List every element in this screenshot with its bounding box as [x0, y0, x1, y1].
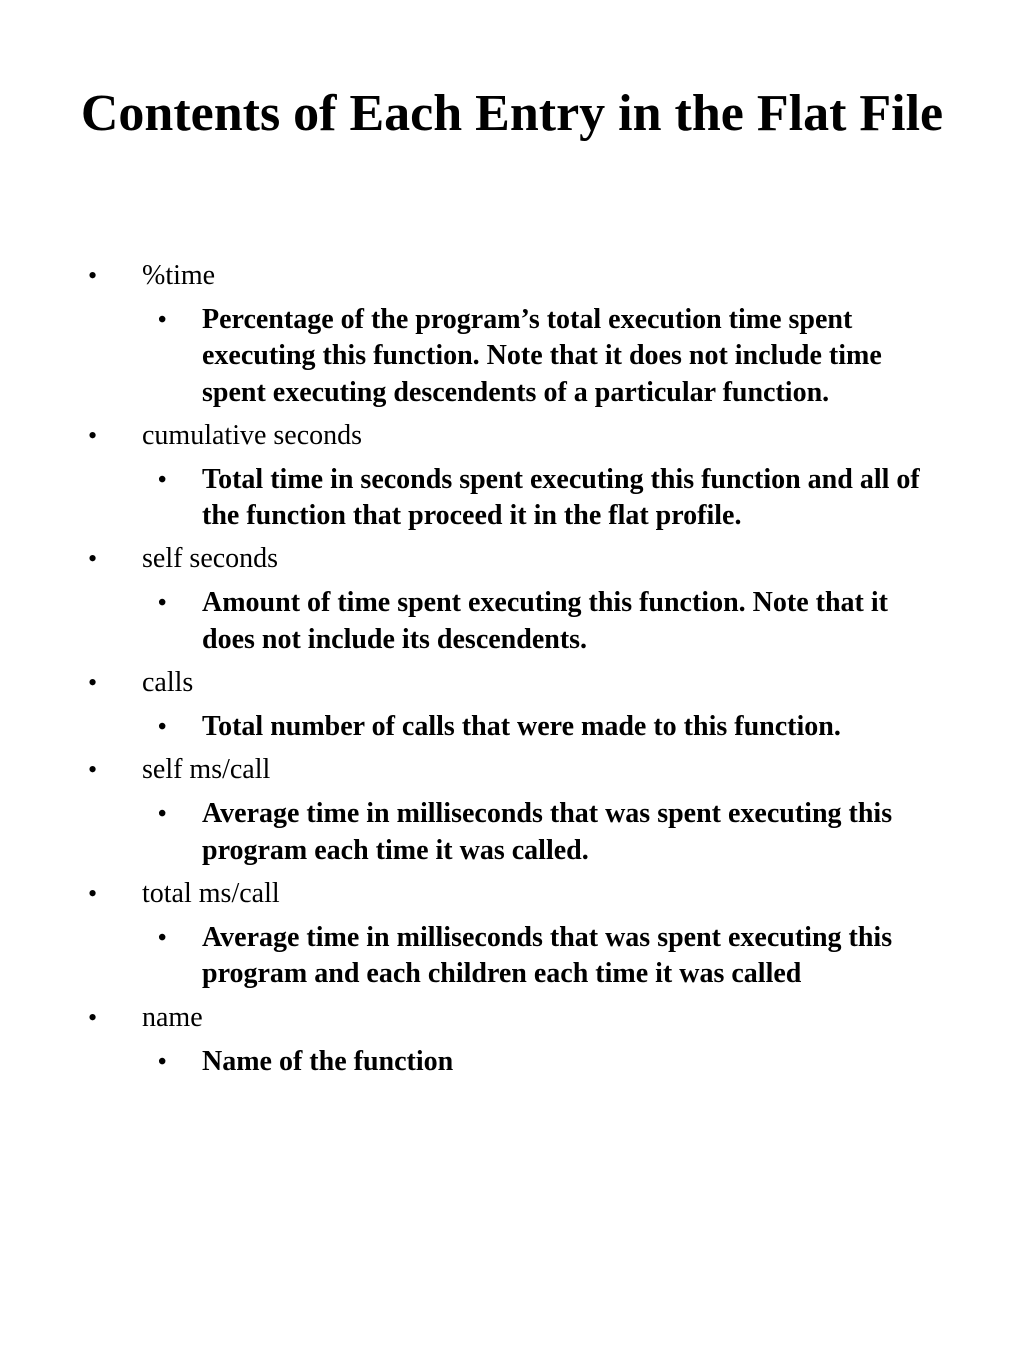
slide-title: Contents of Each Entry in the Flat File — [80, 85, 944, 142]
field-description: Average time in milliseconds that was spent executing this program and each children each time it was called — [202, 921, 893, 990]
field-item-self-seconds — [0, 539, 1024, 663]
field-description: Total time in seconds spent executing this function and all of the function that proceed it in the flat profile. — [202, 463, 920, 532]
field-term: self seconds — [142, 543, 279, 575]
bullet-icon: • — [88, 878, 98, 908]
field-item-calls — [0, 663, 1024, 750]
field-term: name — [142, 1001, 203, 1033]
field-description: Average time in milliseconds that was spent executing this program each time it was called. — [202, 798, 893, 866]
field-item-total-ms-call — [0, 874, 1024, 998]
field-item-name — [0, 998, 1024, 1085]
sub-bullet-icon: • — [158, 714, 167, 741]
field-description-row — [0, 918, 1024, 998]
sub-bullet-icon: • — [158, 307, 167, 333]
field-term: self ms/call — [142, 754, 271, 786]
sub-bullet-icon: • — [158, 466, 167, 493]
bullet-icon: • — [88, 544, 98, 574]
field-term: cumulative seconds — [142, 419, 363, 451]
field-term-row — [0, 663, 1024, 707]
field-list — [0, 256, 1024, 1085]
field-item-self-ms-call — [0, 750, 1024, 874]
field-description-row — [0, 460, 1024, 540]
field-description-row — [0, 300, 1024, 416]
bullet-icon: • — [88, 668, 98, 698]
field-description: Name of the function — [202, 1045, 454, 1077]
field-item-cumulative-seconds — [0, 416, 1024, 540]
field-term: calls — [142, 667, 194, 699]
sub-bullet-icon: • — [158, 590, 167, 617]
field-description: Percentage of the program’s total execution time spent executing this function. Note that it does not include time spent executing descendents of a particular function. — [202, 304, 882, 408]
bullet-icon: • — [88, 261, 98, 290]
field-term-row — [0, 539, 1024, 583]
sub-bullet-icon: • — [158, 801, 167, 828]
field-description-row — [0, 707, 1024, 750]
field-item-time — [0, 256, 1024, 416]
bullet-icon: • — [88, 755, 98, 785]
field-term-row — [0, 874, 1024, 918]
field-description-row — [0, 794, 1024, 874]
field-description: Amount of time spent executing this function. Note that it does not include its descendents. — [202, 587, 888, 655]
field-description-row — [0, 1042, 1024, 1085]
field-term-row — [0, 416, 1024, 460]
field-term-row — [0, 998, 1024, 1042]
field-description: Total number of calls that were made to this function. — [202, 711, 841, 743]
field-term-row — [0, 256, 1024, 300]
field-term-row — [0, 750, 1024, 794]
bullet-icon: • — [88, 1002, 98, 1032]
bullet-icon: • — [88, 420, 98, 450]
field-term: total ms/call — [142, 877, 280, 909]
field-term: %time — [142, 260, 216, 291]
field-description-row — [0, 583, 1024, 663]
sub-bullet-icon: • — [158, 924, 167, 951]
sub-bullet-icon: • — [158, 1048, 167, 1075]
